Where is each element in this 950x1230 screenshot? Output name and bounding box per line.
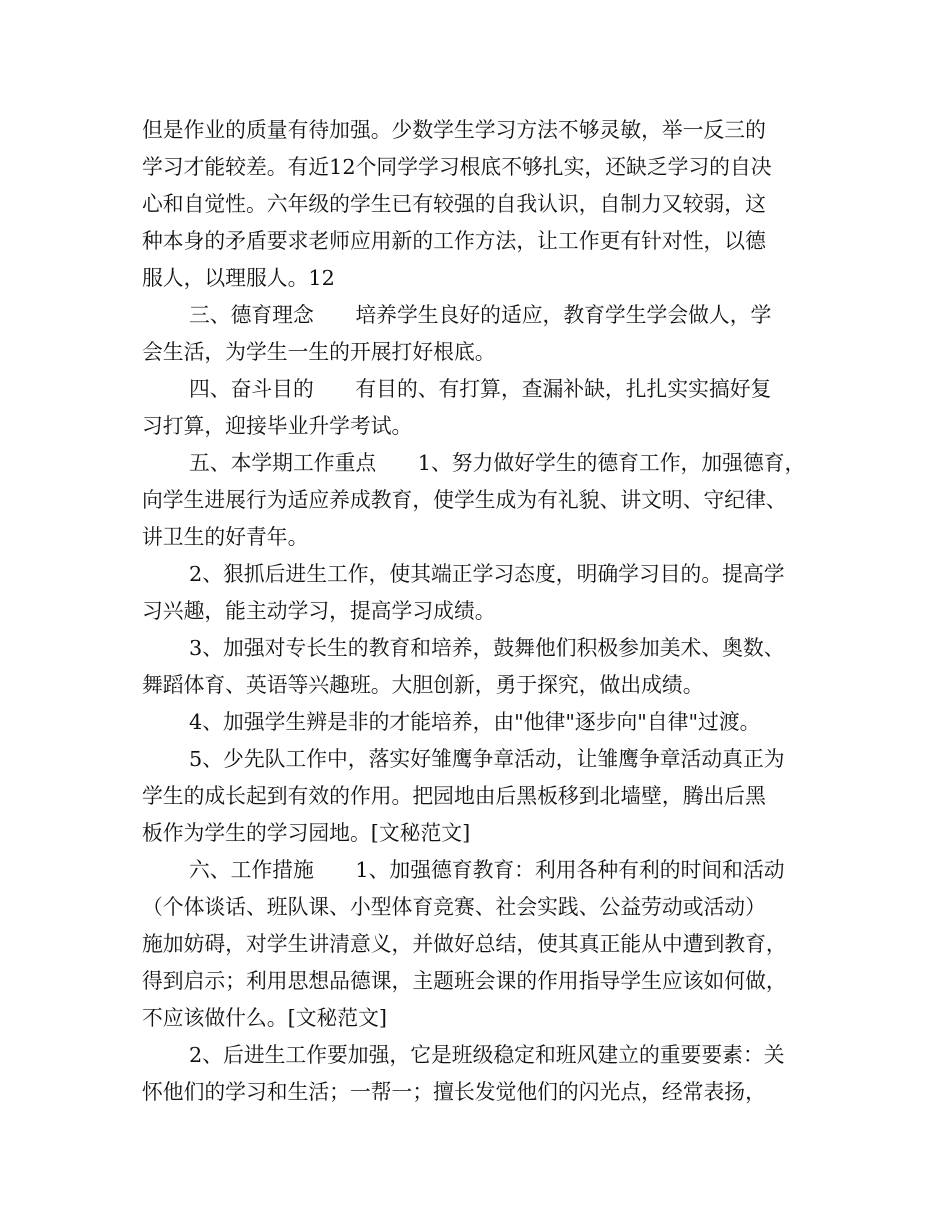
body-line: 服人，以理服人。12 — [142, 266, 335, 290]
section-heading-line: 四、奋斗目的 有目的、有打算，查漏补缺，扎扎实实搞好复 — [189, 377, 772, 401]
section-heading-line: 五、本学期工作重点 1、努力做好学生的德育工作，加强德育， — [189, 451, 806, 475]
section-heading-line: 六、工作措施 1、加强德育教育：利用各种有利的时间和活动 — [189, 858, 785, 882]
body-line: 施加妨碍，对学生讲清意义，并做好总结，使其真正能从中遭到教育， — [142, 932, 787, 956]
paragraph-first-line: 4、加强学生辨是非的才能培养，由"他律"逐步向"自律"过渡。 — [189, 710, 761, 734]
paragraph-first-line: 3、加强对专长生的教育和培养，鼓舞他们积极参加美术、奥数、 — [189, 636, 785, 660]
body-line: 学习才能较差。有近12个同学学习根底不够扎实，还缺乏学习的自决 — [142, 155, 772, 179]
body-line: 讲卫生的好青年。 — [142, 525, 309, 549]
body-line: 心和自觉性。六年级的学生已有较强的自我认识，自制力又较弱，这 — [142, 192, 766, 216]
body-line: 得到启示；利用思想品德课，主题班会课的作用指导学生应该如何做， — [142, 969, 787, 993]
body-line: 不应该做什么。[文秘范文] — [142, 1006, 387, 1030]
body-line: 习兴趣，能主动学习，提高学习成绩。 — [142, 599, 496, 623]
body-line: （个体谈话、班队课、小型体育竞赛、社会实践、公益劳动或活动） — [142, 895, 766, 919]
body-line: 习打算，迎接毕业升学考试。 — [142, 414, 413, 438]
body-line: 舞蹈体育、英语等兴趣班。大胆创新，勇于探究，做出成绩。 — [142, 673, 704, 697]
paragraph-first-line: 2、后进生工作要加强，它是班级稳定和班风建立的重要要素：关 — [189, 1043, 785, 1067]
section-heading-line: 三、德育理念 培养学生良好的适应，教育学生学会做人，学 — [189, 303, 772, 327]
body-line: 学生的成长起到有效的作用。把园地由后黑板移到北墙壁，腾出后黑 — [142, 784, 766, 808]
body-line: 但是作业的质量有待加强。少数学生学习方法不够灵敏，举一反三的 — [142, 118, 766, 142]
body-line: 种本身的矛盾要求老师应用新的工作方法，让工作更有针对性，以德 — [142, 229, 766, 253]
body-line: 会生活，为学生一生的开展打好根底。 — [142, 340, 496, 364]
body-line: 怀他们的学习和生活；一帮一；擅长发觉他们的闪光点，经常表扬， — [142, 1080, 766, 1104]
paragraph-first-line: 5、少先队工作中，落实好雏鹰争章活动，让雏鹰争章活动真正为 — [189, 747, 785, 771]
body-line: 向学生进展行为适应养成教育，使学生成为有礼貌、讲文明、守纪律、 — [142, 488, 787, 512]
body-line: 板作为学生的学习园地。[文秘范文] — [142, 821, 471, 845]
paragraph-first-line: 2、狠抓后进生工作，使其端正学习态度，明确学习目的。提高学 — [189, 562, 785, 586]
